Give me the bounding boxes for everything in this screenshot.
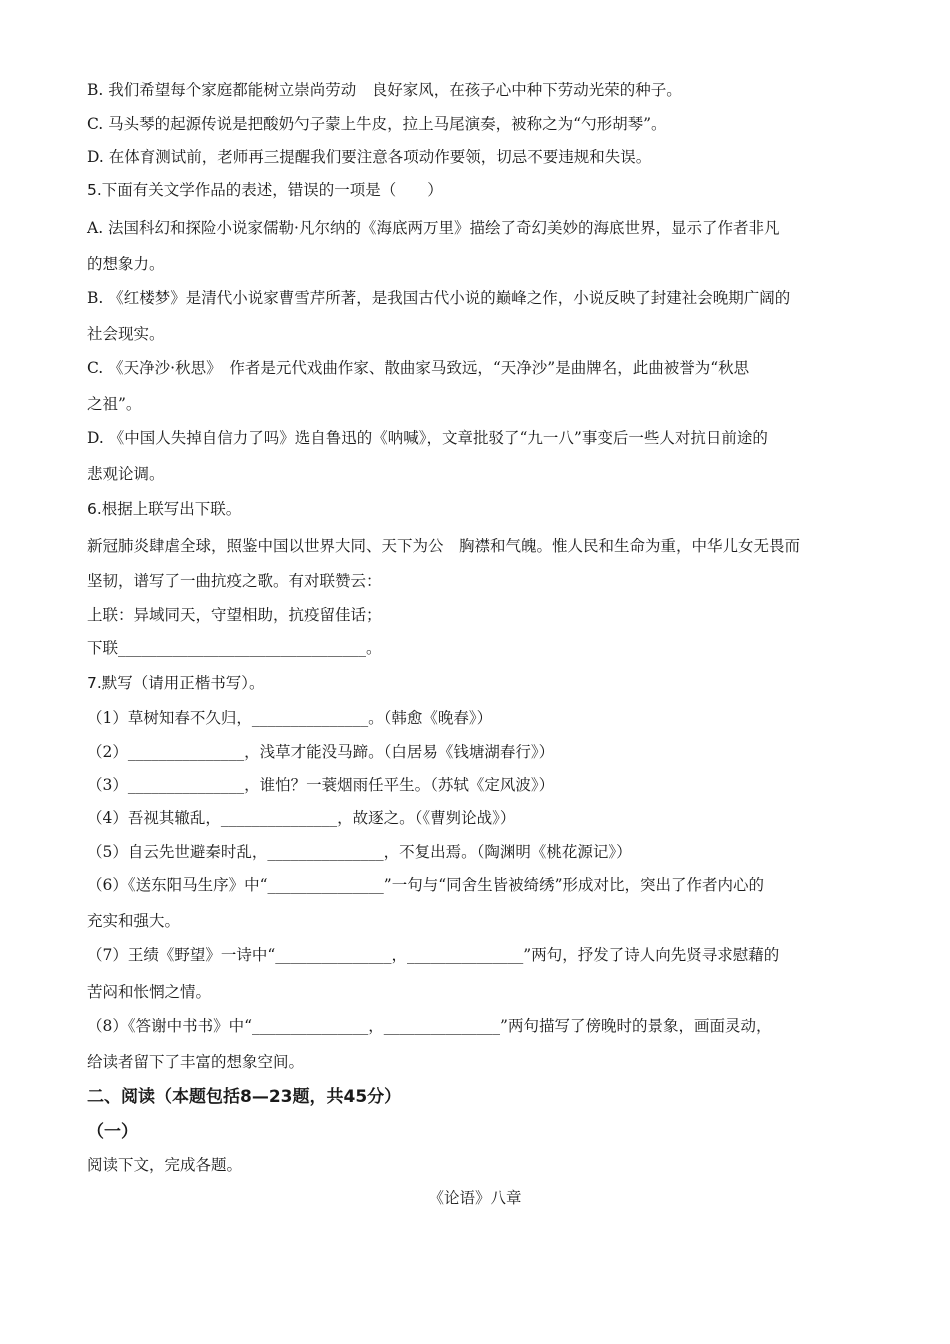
q7-item-5[interactable]: （5）自云先世避秦时乱，_______________，不复出焉。（陶渊明《桃花源记》） — [87, 843, 632, 861]
reading-instruction: 阅读下文，完成各题。 — [87, 1156, 243, 1174]
q7-item-3[interactable]: （3）_______________，谁怕？一蓑烟雨任平生。（苏轼《定风波》） — [87, 776, 555, 794]
q6-upper-couplet: 上联：异域同天，守望相助，抗疫留佳话； — [87, 606, 382, 624]
q6-passage-line2: 坚韧，谱写了一曲抗疫之歌。有对联赞云： — [87, 572, 382, 590]
q5-option-a-line1: A. 法国科幻和探险小说家儒勒·凡尔纳的《海底两万里》描绘了奇幻美妙的海底世界，显示了作者非凡 — [87, 219, 780, 237]
q5-option-c-line1: C. 《天净沙·秋思》 作者是元代戏曲作家、散曲家马致远，“天净沙”是曲牌名，此曲被誉为“秋思 — [87, 359, 750, 377]
q7-item-7-line1[interactable]: （7）王绩《野望》一诗中“_______________，_______________”两句，抒发了诗人向先贤寻求慰藉的 — [87, 946, 780, 964]
q7-item-2[interactable]: （2）_______________，浅草才能没马蹄。（白居易《钱塘湖春行》） — [87, 743, 555, 761]
passage-title: 《论语》八章 — [428, 1189, 522, 1207]
q6-lower-couplet-blank[interactable]: 下联________________________________。 — [87, 639, 382, 657]
q4-option-d: D. 在体育测试前，老师再三提醒我们要注意各项动作要领，切忌不要违规和失误。 — [87, 148, 652, 166]
section-2-heading: 二、阅读（本题包括8—23题，共45分） — [87, 1087, 402, 1107]
q7-item-6-line1[interactable]: （6）《送东阳马生序》中“_______________”一句与“同舍生皆被绮绣”形成对比，突出了作者内心的 — [87, 876, 765, 894]
q7-item-4[interactable]: （4）吾视其辙乱，_______________，故逐之。（《曹刿论战》） — [87, 809, 516, 827]
q5-option-b-line2: 社会现实。 — [87, 325, 165, 343]
q7-item-7-line2: 苦闷和怅惘之情。 — [87, 983, 212, 1001]
q4-option-c: C. 马头琴的起源传说是把酸奶勺子蒙上牛皮，拉上马尾演奏，被称之为“勺形胡琴”。 — [87, 115, 667, 133]
q6-passage-line1: 新冠肺炎肆虐全球，照鉴中国以世界大同、天下为公 胸襟和气魄。惟人民和生命为重，中华儿女无畏而 — [87, 537, 801, 555]
question-5: 5.下面有关文学作品的表述，错误的一项是（ ） — [87, 181, 443, 199]
question-7: 7.默写（请用正楷书写）。 — [87, 674, 265, 692]
subsection-1-heading: （一） — [87, 1122, 138, 1142]
q5-option-d-line1: D. 《中国人失掉自信力了吗》选自鲁迅的《呐喊》，文章批驳了“九一八”事变后一些人对抗日前途的 — [87, 429, 768, 447]
question-6: 6.根据上联写出下联。 — [87, 500, 242, 518]
q5-option-d-line2: 悲观论调。 — [87, 465, 165, 483]
q5-option-c-line2: 之祖”。 — [87, 395, 142, 413]
q7-item-8-line2: 给读者留下了丰富的想象空间。 — [87, 1053, 305, 1071]
q5-option-b-line1: B. 《红楼梦》是清代小说家曹雪芹所著，是我国古代小说的巅峰之作，小说反映了封建社会晚期广阔的 — [87, 289, 791, 307]
q7-item-8-line1[interactable]: （8）《答谢中书书》中“_______________，_______________”两句描写了傍晚时的景象，画面灵动， — [87, 1017, 772, 1035]
q4-option-b: B. 我们希望每个家庭都能树立崇尚劳动 良好家风，在孩子心中种下劳动光荣的种子。 — [87, 81, 682, 99]
q7-item-6-line2: 充实和强大。 — [87, 912, 181, 930]
q5-option-a-line2: 的想象力。 — [87, 255, 165, 273]
q7-item-1[interactable]: （1）草树知春不久归，_______________。（韩愈《晚春》） — [87, 709, 493, 727]
